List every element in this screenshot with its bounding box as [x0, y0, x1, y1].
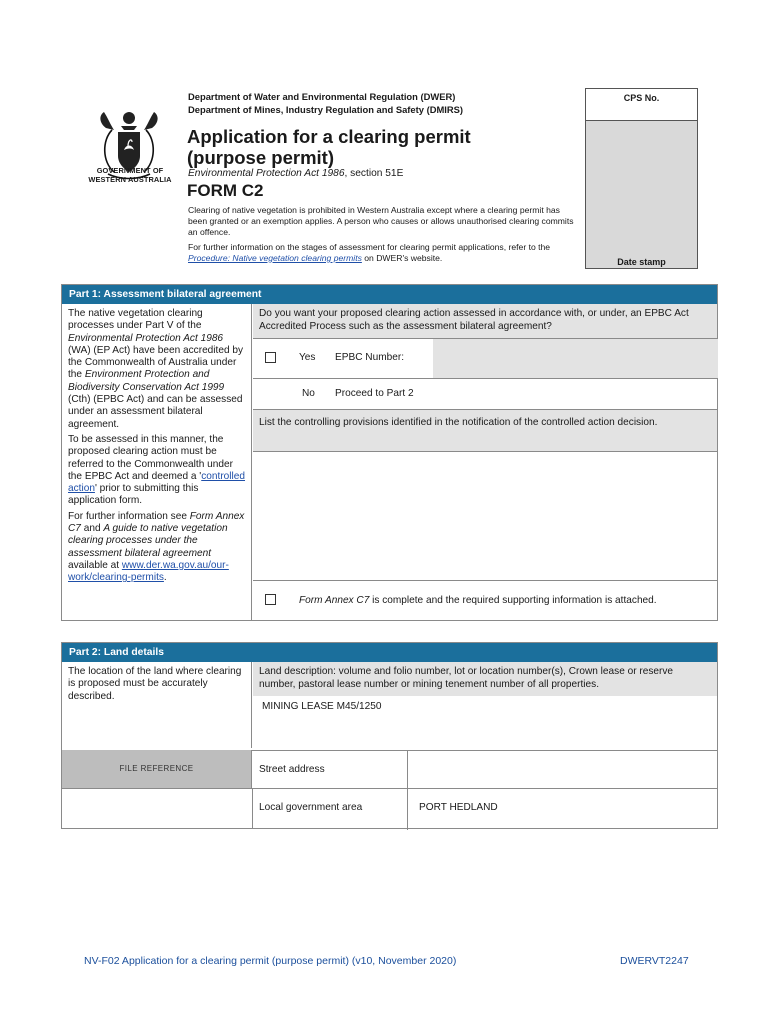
part1-heading: Part 1: Assessment bilateral agreement: [62, 285, 717, 304]
part1-section: [61, 284, 718, 621]
annex-c7-checkbox[interactable]: [265, 594, 276, 605]
p1e: (Cth) (EPBC Act) and can be assessed under an assessment bilateral agreement.: [68, 394, 243, 430]
annex-c7-rest: is complete and the required supporting information is attached.: [369, 595, 657, 606]
lga-label: Local government area: [259, 802, 363, 813]
date-stamp-label: Date stamp: [617, 257, 666, 267]
form-title: [187, 126, 471, 168]
p3c: and: [80, 523, 104, 535]
intro-paragraph-2: [188, 242, 574, 264]
no-label: No: [302, 388, 315, 399]
p3b: Form Annex C7: [68, 510, 245, 535]
epbc-question: Do you want your proposed clearing action assessed in accordance with, or under, an EPBC Act Accredited Process such as the assessment bilateral agreement?: [253, 304, 717, 338]
intro-text: [188, 205, 574, 267]
intro-p2-start: For further information on the stages of assessment for clearing permit applications, refer to the: [188, 241, 551, 252]
dept-dwer: Department of Water and Environmental Regulation (DWER): [188, 91, 456, 102]
act-name: Environmental Protection Act 1986: [188, 168, 345, 179]
p3d: A guide to native vegetation clearing processes under the assessment bilateral agreement: [68, 523, 228, 559]
p2a: To be assessed in this manner, the proposed clearing action must be referred to the Commonwealth under the EPBC Act and deemed a ': [68, 433, 233, 482]
part1-info-p3: [68, 511, 245, 585]
act-reference: [188, 168, 403, 179]
p1b: Environmental Protection Act 1986: [68, 332, 224, 344]
cps-box: [585, 88, 698, 269]
form-code: FORM C2: [187, 181, 264, 200]
form-title-line2: (purpose permit): [187, 147, 334, 168]
dept-dmirs: Department of Mines, Industry Regulation and Safety (DMIRS): [188, 103, 464, 115]
clearing-permits-link[interactable]: www.der.wa.gov.au/our-work/clearing-permits: [68, 559, 229, 584]
land-description-value[interactable]: MINING LEASE M45/1250: [262, 701, 382, 712]
procedure-link[interactable]: Procedure: Native vegetation clearing permits: [188, 252, 362, 263]
p3e: available at: [68, 559, 122, 571]
yes-checkbox[interactable]: [265, 352, 276, 363]
controlling-provisions-label: List the controlling provisions identified in the notification of the controlled action decision.: [253, 410, 717, 451]
p2b: ' prior to submitting this application form.: [68, 483, 199, 507]
department-names: [188, 91, 463, 116]
proceed-label: Proceed to Part 2: [335, 388, 414, 399]
yes-label: Yes: [299, 352, 316, 363]
controlled-action-link[interactable]: controlled action: [68, 470, 246, 495]
intro-p2-end: on DWER's website.: [361, 252, 443, 263]
government-of-western-australia-label: GOVERNMENT OF WESTERN AUSTRALIA: [88, 166, 172, 184]
file-reference-input[interactable]: [62, 789, 252, 829]
cps-number-label: CPS No.: [586, 89, 697, 121]
street-address-input[interactable]: [408, 751, 717, 788]
footer-code: DWERVT2247: [620, 955, 689, 967]
form-title-line1: Application for a clearing permit: [187, 126, 471, 147]
controlling-provisions-input[interactable]: [253, 452, 717, 580]
intro-paragraph-1: Clearing of native vegetation is prohibited in Western Australia except where a clearing permit has been granted or an exemption applies. A person who causes or allows unauthorised clearing commits an offence.: [188, 205, 574, 238]
part1-info-p1: [68, 308, 245, 431]
part2-info-column: [62, 662, 252, 748]
part2-info-text: The location of the land where clearing is proposed must be accurately described.: [68, 666, 242, 702]
part2-heading: Part 2: Land details: [62, 643, 717, 662]
p1d: Environment Protection and Biodiversity Conservation Act 1999: [68, 369, 225, 393]
annex-c7-name: Form Annex C7: [299, 595, 370, 606]
part2-section: [61, 642, 718, 829]
part1-info-column: [62, 304, 252, 620]
p3a: For further information see: [68, 510, 190, 522]
footer-form-version: NV-F02 Application for a clearing permit (purpose permit) (v10, November 2020): [84, 955, 457, 967]
lga-value[interactable]: PORT HEDLAND: [419, 802, 498, 813]
p1a: The native vegetation clearing processes under Part V of the: [68, 308, 203, 332]
p3f: .: [163, 572, 167, 584]
street-address-label: Street address: [259, 764, 325, 775]
act-section: , section 51E: [344, 168, 404, 179]
land-description-label: Land description: volume and folio number, lot or location number(s), Crown lease or reserve number, pastoral lease number or mining tenement number of all properties.: [253, 662, 717, 696]
file-reference-label: FILE REFERENCE: [62, 750, 252, 788]
p1c: (WA) (EP Act) have been accredited by the Commonwealth of Australia under the: [68, 344, 244, 381]
epbc-number-input[interactable]: [433, 339, 718, 378]
epbc-number-label: EPBC Number:: [335, 352, 404, 363]
annex-c7-statement: [299, 595, 657, 608]
part1-info-p2: [68, 434, 245, 508]
